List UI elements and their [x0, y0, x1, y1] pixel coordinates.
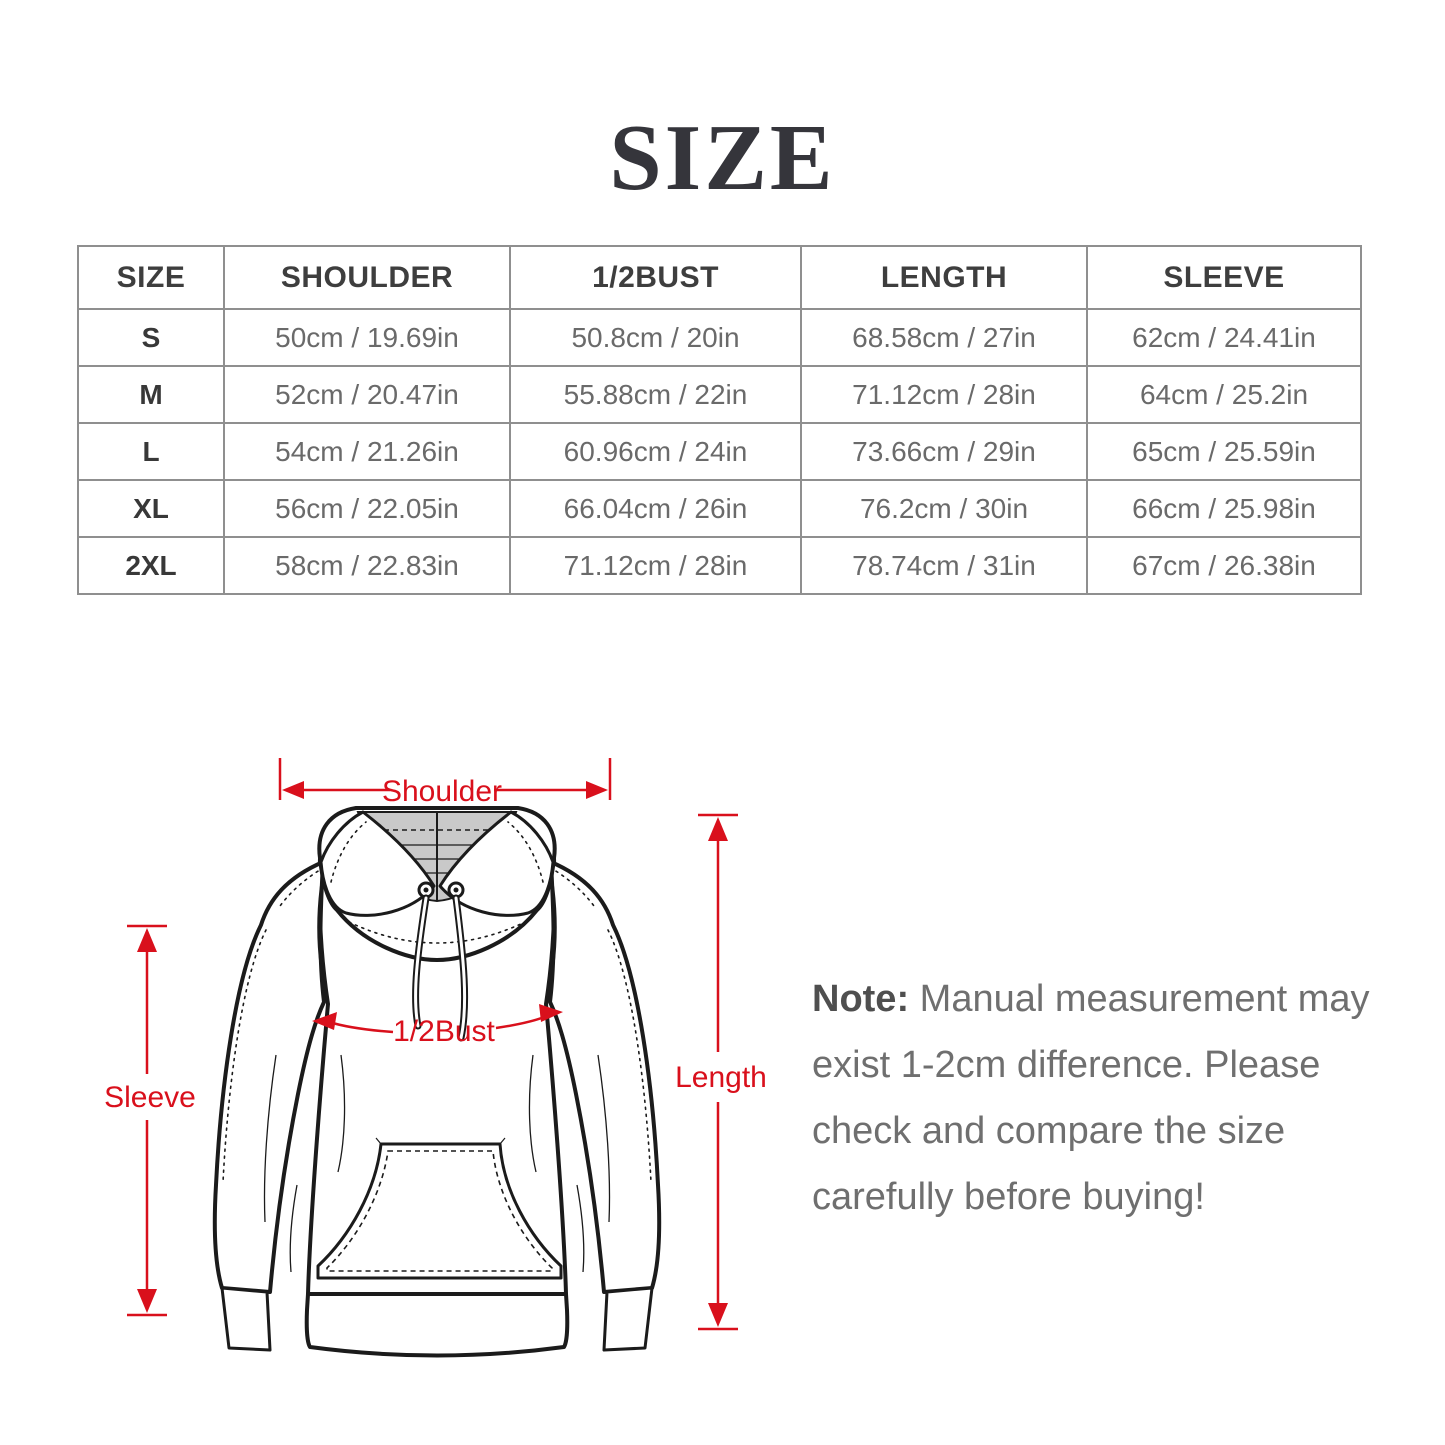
measurement-cell: 54cm / 21.26in — [224, 423, 510, 480]
arrowhead-right-icon — [586, 781, 608, 799]
measurement-cell: 52cm / 20.47in — [224, 366, 510, 423]
note-paragraph — [812, 966, 1392, 1230]
page-title: SIZE — [609, 106, 836, 210]
measurement-cell: 64cm / 25.2in — [1087, 366, 1361, 423]
size-table — [77, 245, 1362, 595]
column-header: 1/2BUST — [510, 246, 801, 309]
eyelet-hole — [424, 888, 429, 893]
arrowhead-down-icon — [137, 1289, 157, 1313]
measurement-cell: 55.88cm / 22in — [510, 366, 801, 423]
right-cuff — [604, 1288, 652, 1350]
arrowhead-up-icon — [708, 817, 728, 841]
size-table-body — [78, 309, 1361, 594]
shoulder-label: Shoulder — [381, 775, 503, 808]
crease — [290, 1185, 297, 1272]
column-header: SIZE — [78, 246, 224, 309]
table-row — [78, 537, 1361, 594]
column-header: LENGTH — [801, 246, 1087, 309]
length-dimension — [675, 815, 767, 1329]
table-row — [78, 423, 1361, 480]
measurement-cell: 66.04cm / 26in — [510, 480, 801, 537]
measurement-cell: 66cm / 25.98in — [1087, 480, 1361, 537]
note-label: Note: — [812, 978, 910, 1020]
size-cell: XL — [78, 480, 224, 537]
size-cell: L — [78, 423, 224, 480]
column-header: SHOULDER — [224, 246, 510, 309]
sleeve-label: Sleeve — [104, 1081, 196, 1114]
table-row — [78, 366, 1361, 423]
eyelet-hole — [454, 888, 459, 893]
measurement-cell: 56cm / 22.05in — [224, 480, 510, 537]
measurement-cell: 78.74cm / 31in — [801, 537, 1087, 594]
hoodie-measurement-diagram — [100, 750, 800, 1375]
note-text: Manual measurement may exist 1-2cm difference. Please check and compare the size carefully before buying! — [812, 978, 1370, 1218]
measurement-cell: 76.2cm / 30in — [801, 480, 1087, 537]
arrowhead-left-icon — [282, 781, 304, 799]
measurement-cell: 65cm / 25.59in — [1087, 423, 1361, 480]
measurement-cell: 62cm / 24.41in — [1087, 309, 1361, 366]
length-label: Length — [675, 1061, 767, 1094]
measurement-cell: 60.96cm / 24in — [510, 423, 801, 480]
measurement-cell: 71.12cm / 28in — [510, 537, 801, 594]
size-cell: S — [78, 309, 224, 366]
measurement-cell: 50.8cm / 20in — [510, 309, 801, 366]
shoulder-dimension — [280, 758, 610, 808]
table-header-row — [78, 246, 1361, 309]
sleeve-dimension — [104, 926, 196, 1315]
column-header: SLEEVE — [1087, 246, 1361, 309]
table-row — [78, 480, 1361, 537]
measurement-cell: 68.58cm / 27in — [801, 309, 1087, 366]
table-row — [78, 309, 1361, 366]
half-bust-label: 1/2Bust — [393, 1015, 495, 1048]
hoodie-illustration — [215, 808, 659, 1356]
arrowhead-up-icon — [137, 928, 157, 952]
hem-band — [307, 1294, 568, 1356]
arrowhead-down-icon — [708, 1303, 728, 1327]
hoodie-left-sleeve — [215, 862, 324, 1292]
measurement-cell: 71.12cm / 28in — [801, 366, 1087, 423]
left-cuff — [222, 1288, 270, 1350]
measurement-cell: 67cm / 26.38in — [1087, 537, 1361, 594]
measurement-cell: 73.66cm / 29in — [801, 423, 1087, 480]
crease — [577, 1185, 584, 1272]
size-cell: 2XL — [78, 537, 224, 594]
size-cell: M — [78, 366, 224, 423]
measurement-cell: 58cm / 22.83in — [224, 537, 510, 594]
hoodie-right-sleeve — [550, 862, 659, 1292]
measurement-cell: 50cm / 19.69in — [224, 309, 510, 366]
